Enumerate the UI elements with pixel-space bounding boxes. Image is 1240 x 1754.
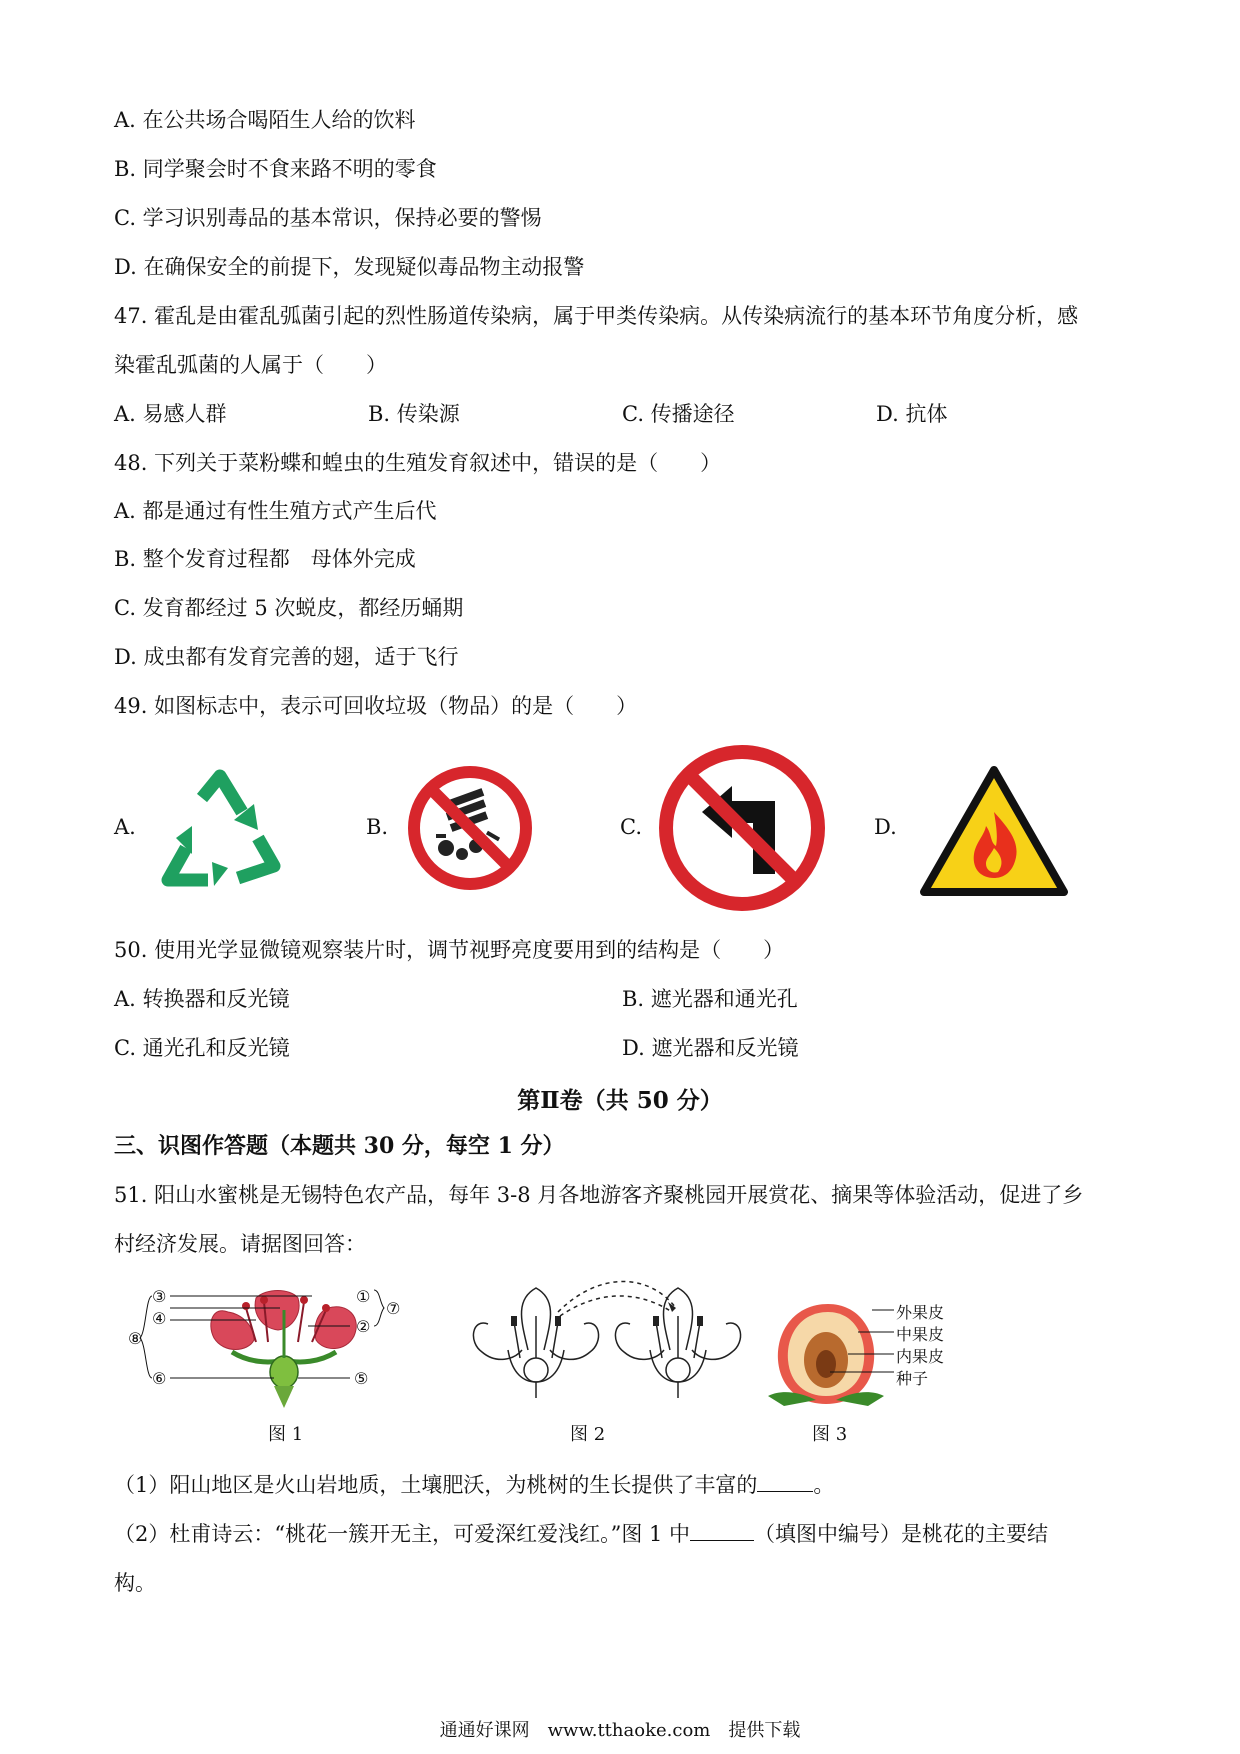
fig3-label-exocarp: 外果皮 xyxy=(896,1303,945,1322)
q47-stem-line2: 染霍乱弧菌的人属于（ ） xyxy=(114,353,387,377)
section2-title: 第Ⅱ卷（共 50 分） xyxy=(517,1087,723,1114)
q49-option-d: D. xyxy=(874,815,897,839)
q47-option-d: D. 抗体 xyxy=(876,402,948,426)
q50-option-c: C. 通光孔和反光镜 xyxy=(114,1036,290,1060)
q50-option-a: A. 转换器和反光镜 xyxy=(114,987,290,1011)
svg-text:⑤: ⑤ xyxy=(354,1369,369,1388)
recycle-icon xyxy=(150,768,290,896)
q50-stem: 50. 使用光学显微镜观察装片时，调节视野亮度要用到的结构是（ ） xyxy=(114,938,785,962)
fire-warning-icon xyxy=(918,764,1070,902)
q51-sub2-line2: 构。 xyxy=(114,1571,156,1595)
fig3-label-endocarp: 内果皮 xyxy=(896,1347,945,1366)
q48-stem: 48. 下列关于菜粉蝶和蝗虫的生殖发育叙述中，错误的是（ ） xyxy=(114,451,722,475)
q51-stem-line1: 51. 阳山水蜜桃是无锡特色农产品，每年 3-8 月各地游客齐聚桃园开展赏花、摘果等体验活动，促进了乡 xyxy=(114,1183,1084,1207)
q49-option-c: C. xyxy=(620,815,642,839)
answer-blank[interactable] xyxy=(757,1471,813,1492)
q47-option-b: B. 传染源 xyxy=(368,402,460,426)
svg-text:②: ② xyxy=(356,1317,371,1336)
svg-text:③: ③ xyxy=(152,1287,167,1306)
q51-stem-line2: 村经济发展。请据图回答： xyxy=(114,1232,366,1256)
q51-sub1 xyxy=(114,1470,834,1500)
svg-text:④: ④ xyxy=(152,1309,167,1328)
figure2-caption: 图 2 xyxy=(570,1424,606,1445)
svg-text:⑦: ⑦ xyxy=(386,1299,401,1318)
q47-option-c: C. 传播途径 xyxy=(622,402,735,426)
page-footer: 通通好课网 www.tthaoke.com 提供下载 xyxy=(439,1720,801,1741)
svg-text:①: ① xyxy=(356,1287,371,1306)
answer-blank[interactable] xyxy=(690,1520,754,1541)
q47-stem-line1: 47. 霍乱是由霍乱弧菌引起的烈性肠道传染病，属于甲类传染病。从传染病流行的基本环节角度分析，感 xyxy=(114,304,1079,328)
q51-sub2-end: （填图中编号）是桃花的主要结 xyxy=(754,1522,1049,1546)
q49-stem: 49. 如图标志中，表示可回收垃圾（物品）的是（ ） xyxy=(114,694,638,718)
q51-sub1-end: 。 xyxy=(813,1473,835,1497)
flower-structure-figure xyxy=(128,1282,458,1418)
q46-option-b: B. 同学聚会时不食来路不明的零食 xyxy=(114,157,437,181)
q46-option-d: D. 在确保安全的前提下，发现疑似毒品物主动报警 xyxy=(114,255,585,279)
q46-option-c: C. 学习识别毒品的基本常识，保持必要的警惕 xyxy=(114,206,542,230)
q50-option-b: B. 遮光器和通光孔 xyxy=(622,987,798,1011)
q48-option-d: D. 成虫都有发育完善的翅，适于飞行 xyxy=(114,645,459,669)
pollination-figure xyxy=(468,1278,744,1410)
q48-option-b: B. 整个发育过程都 母体外完成 xyxy=(114,547,416,571)
q51-sub2-text: （2）杜甫诗云：“桃花一簇开无主，可爱深红爱浅红。”图 1 中 xyxy=(114,1522,691,1546)
q49-option-a: A. xyxy=(114,815,136,839)
svg-text:⑥: ⑥ xyxy=(152,1369,167,1388)
q51-sub1-text: （1）阳山地区是火山岩地质，土壤肥沃，为桃树的生长提供了丰富的 xyxy=(114,1473,758,1497)
q47-option-a: A. 易感人群 xyxy=(114,402,227,426)
figure1-caption: 图 1 xyxy=(268,1424,304,1445)
q51-sub2 xyxy=(114,1519,1048,1549)
q48-option-c: C. 发育都经过 5 次蜕皮，都经历蛹期 xyxy=(114,596,464,620)
no-left-turn-icon xyxy=(656,742,828,918)
fig3-label-mesocarp: 中果皮 xyxy=(896,1325,945,1344)
figure3-caption: 图 3 xyxy=(812,1424,848,1445)
q48-option-a: A. 都是通过有性生殖方式产生后代 xyxy=(114,499,437,523)
section3-title: 三、识图作答题（本题共 30 分，每空 1 分） xyxy=(114,1133,565,1159)
q50-option-d: D. 遮光器和反光镜 xyxy=(622,1036,799,1060)
no-littering-icon xyxy=(406,764,534,896)
svg-text:⑧: ⑧ xyxy=(128,1329,143,1348)
q46-option-a: A. 在公共场合喝陌生人给的饮料 xyxy=(114,108,416,132)
q49-option-b: B. xyxy=(366,815,389,839)
fig3-label-seed: 种子 xyxy=(896,1369,929,1388)
